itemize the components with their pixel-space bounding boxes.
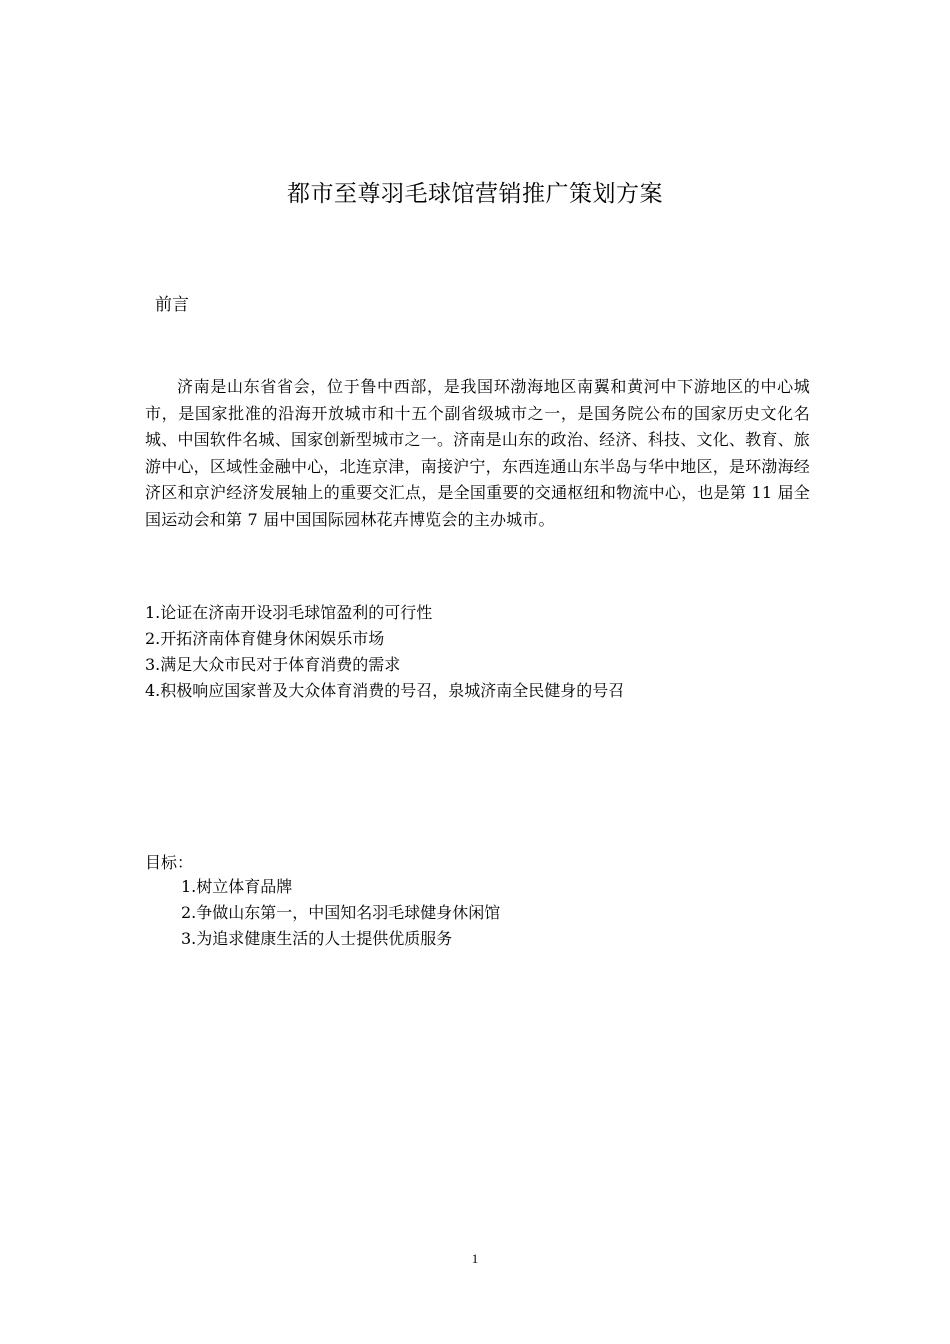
goal-item: 1.树立体育品牌 xyxy=(181,877,293,896)
preface-paragraph: 济南是山东省省会，位于鲁中西部，是我国环渤海地区南翼和黄河中下游地区的中心城市，是国家批准的沿海开放城市和十五个副省级城市之一，是国务院公布的国家历史文化名城、中国软件名城、国家创新型城市之一。济南是山东的政治、经济、科技、文化、教育、旅游中心，区域性金融中心，北连京津，南接沪宁，东西连通山东半岛与华中地区，是环渤海经济区和京沪经济发展轴上的重要交汇点，是全国重要的交通枢纽和物流中心，也是第 11 届全国运动会和第 7 届中国国际园林花卉博览会的主办城市。 xyxy=(145,377,810,529)
purpose-item: 3.满足大众市民对于体育消费的需求 xyxy=(145,655,401,674)
preface-heading: 前言 xyxy=(155,295,189,315)
purpose-item: 1.论证在济南开设羽毛球馆盈利的可行性 xyxy=(145,603,433,622)
page-number: 1 xyxy=(471,1251,479,1266)
page-title: 都市至尊羽毛球馆营销推广策划方案 xyxy=(287,181,663,207)
goal-item: 2.争做山东第一，中国知名羽毛球健身休闲馆 xyxy=(181,903,501,922)
goal-item: 3.为追求健康生活的人士提供优质服务 xyxy=(181,929,453,948)
goals-list xyxy=(181,874,781,952)
purpose-item: 4.积极响应国家普及大众体育消费的号召，泉城济南全民健身的号召 xyxy=(145,681,625,700)
purpose-item: 2.开拓济南体育健身休闲娱乐市场 xyxy=(145,629,385,648)
goals-heading: 目标： xyxy=(145,853,194,872)
purpose-list xyxy=(145,600,825,704)
